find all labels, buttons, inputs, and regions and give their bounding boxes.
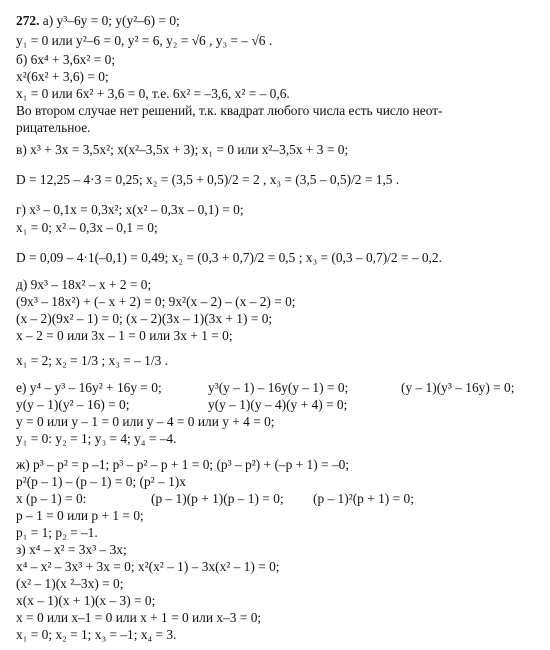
solution-segment: (p – 1)(p + 1)(p – 1) = 0; <box>151 491 284 506</box>
solution-line: Во втором случае нет решений, т.к. квадрат любого числа есть число неот- <box>16 103 443 118</box>
solution-line: y = 0 или y – 1 = 0 или y – 4 = 0 или y + 4 = 0; <box>16 414 275 429</box>
solution-line: г) x³ – 0,1x = 0,3x²; x(x² – 0,3x – 0,1) = 0; <box>16 202 244 217</box>
solution-line: x²(6x² + 3,6) = 0; <box>16 69 109 84</box>
solution-line: x₁ = 2; x₂ = 1/3 ; x₃ = – 1/3 . <box>16 353 168 368</box>
solution-line: x⁴ – x² – 3x³ + 3x = 0; x²(x² – 1) – 3x(x² – 1) = 0; <box>16 559 280 574</box>
solution-line: x – 2 = 0 или 3x – 1 = 0 или 3x + 1 = 0; <box>16 328 233 343</box>
solution-segment: y(y – 1)(y – 4)(y + 4) = 0; <box>208 397 348 412</box>
solution-line: рицательное. <box>16 120 91 135</box>
solution-segment: y³(y – 1) – 16y(y – 1) = 0; <box>208 380 349 395</box>
solution-segment: е) y⁴ – y³ – 16y² + 16y = 0; <box>16 380 162 395</box>
solution-line: p₁ = 1; p₂ = –1. <box>16 525 98 540</box>
solution-line: p – 1 = 0 или p + 1 = 0; <box>16 508 144 523</box>
solution-line: x₁ = 0; x² – 0,3x – 0,1 = 0; <box>16 220 158 235</box>
solution-segment: (y – 1)(y³ – 16y) = 0; <box>401 380 515 395</box>
solution-line: y₁ = 0 или y²–6 = 0, y² = 6, y₂ = √6 , y₃ = – √6 . <box>16 33 273 48</box>
problem-number: 272. <box>16 13 40 28</box>
solution-segment: y(y – 1)(y² – 16) = 0; <box>16 397 130 412</box>
solution-line: y₁ = 0: y₂ = 1; y₃ = 4; y₄ = –4. <box>16 431 177 446</box>
solution-line: x₁ = 0; x₂ = 1; x₃ = –1; x₄ = 3. <box>16 627 177 642</box>
solution-line: (9x³ – 18x²) + (– x + 2) = 0; 9x²(x – 2) – (x – 2) = 0; <box>16 294 296 309</box>
solution-line: з) x⁴ – x² = 3x³ – 3x; <box>16 542 127 557</box>
solution-line: (x² – 1)(x ²–3x) = 0; <box>16 576 124 591</box>
solution-line: б) 6x⁴ + 3,6x² = 0; <box>16 52 116 67</box>
solution-line: x₁ = 0 или 6x² + 3,6 = 0, т.е. 6x² = –3,6, x² = – 0,6. <box>16 86 290 101</box>
solution-line: x = 0 или x–1 = 0 или x + 1 = 0 или x–3 = 0; <box>16 610 262 625</box>
solution-line: D = 0,09 – 4·1(–0,1) = 0,49; x₂ = (0,3 + 0,7)/2 = 0,5 ; x₃ = (0,3 – 0,7)/2 = – 0,2. <box>16 250 442 265</box>
solution-line: p²(p – 1) – (p – 1) = 0; (p² – 1)x <box>16 474 186 489</box>
solution-line: (x – 2)(9x² – 1) = 0; (x – 2)(3x – 1)(3x + 1) = 0; <box>16 311 273 326</box>
solution-segment: (p – 1)²(p + 1) = 0; <box>313 491 414 506</box>
solution-line: в) x³ + 3x = 3,5x²; x(x²–3,5x + 3); x₁ = 0 или x²–3,5x + 3 = 0; <box>16 142 349 157</box>
problem-header <box>16 13 180 29</box>
solution-line: x(x – 1)(x + 1)(x – 3) = 0; <box>16 593 156 608</box>
solution-line: D = 12,25 – 4·3 = 0,25; x₂ = (3,5 + 0,5)/2 = 2 , x₃ = (3,5 – 0,5)/2 = 1,5 . <box>16 172 400 187</box>
solution-line: д) 9x³ – 18x² – x + 2 = 0; <box>16 277 152 292</box>
solution-line: ж) p³ – p² = p –1; p³ – p² – p + 1 = 0; (p³ – p²) + (–p + 1) = –0; <box>16 457 350 472</box>
solution-segment: x (p – 1) = 0: <box>16 491 87 506</box>
solution-line: а) y³–6y = 0; y(y²–6) = 0; <box>42 13 180 28</box>
